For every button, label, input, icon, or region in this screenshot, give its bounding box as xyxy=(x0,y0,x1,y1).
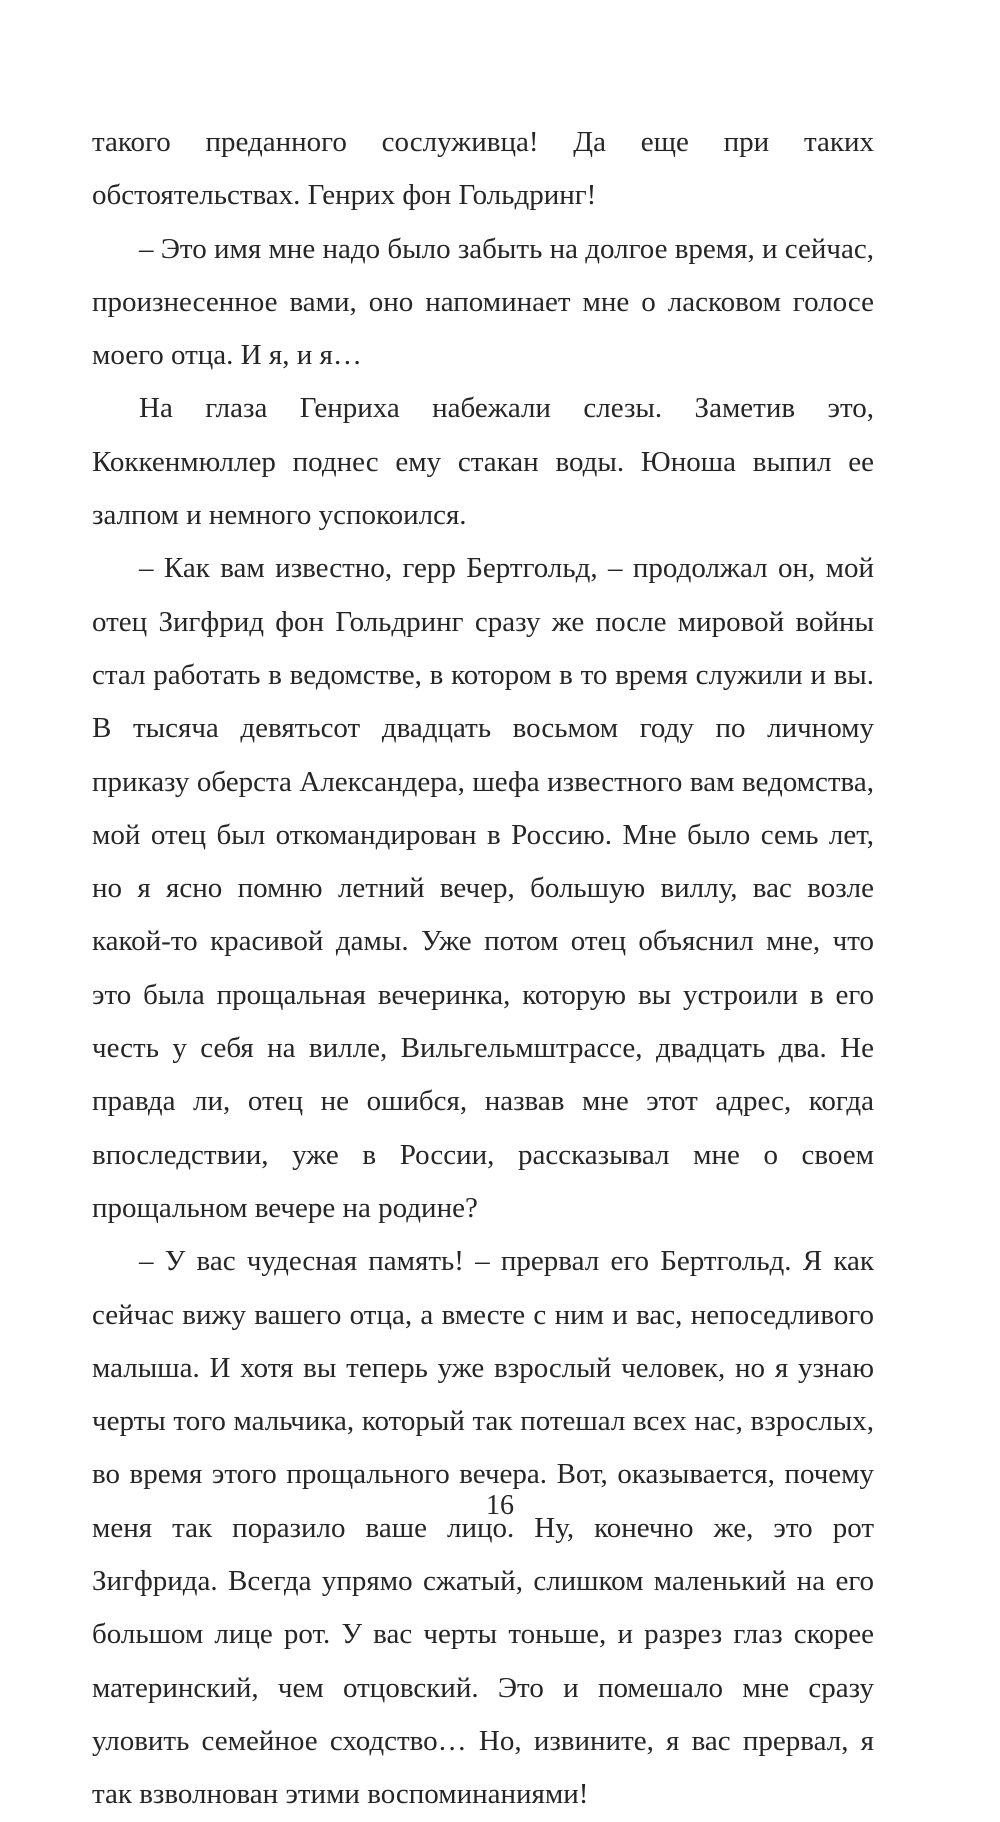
paragraph-dialogue: – Это имя мне надо было забыть на долгое время, и сейчас, произнесенное вами, оно напоминает мне о ласковом голосе моего отца. И я, и я… xyxy=(92,232,874,372)
paragraph-dialogue: – У вас чудесная память! – прервал его Бертгольд. Я как сейчас вижу вашего отца, а вместе с ним и вас, непоседливого малыша. И хотя вы теперь уже взрослый человек, но я узнаю черты того мальчика, который так потешал всех нас, взрослых, во время этого прощального вечера. Вот, оказывается, почему меня так поразило ваше лицо. Ну, конечно же, это рот Зигфрида. Всегда упрямо сжатый, слишком маленький на его большом лице рот. У вас черты тоньше, и разрез глаз скорее материнский, чем отцовский. Это и помешало мне сразу уловить семейное сходство… Но, извините, я вас прервал, я так взволнован этими воспоминаниями! xyxy=(92,1245,874,1811)
page-number: 16 xyxy=(486,1490,514,1521)
paragraph-continuation: такого преданного сослуживца! Да еще при таких обстоятельствах. Генрих фон Гольдринг! xyxy=(92,126,874,212)
paragraph-dialogue: – Как вам известно, герр Бертгольд, – продолжал он, мой отец Зигфрид фон Гольдринг сразу же после мировой войны стал работать в ведомстве, в котором в то время служили и вы. В тысяча девятьсот двадцать восьмом году по личному приказу оберста Александера, шефа известного вам ведомства, мой отец был откомандирован в Россию. Мне было семь лет, но я ясно помню летний вечер, большую виллу, вас возле какой-то красивой дамы. Уже потом отец объяснил мне, что это была прощальная вечеринка, которую вы устроили в его честь у себя на вилле, Вильгельмштрассе, двадцать два. Не правда ли, отец не ошибся, назвав мне этот адрес, когда впоследствии, уже в России, рассказывал мне о своем прощальном вечере на родине? xyxy=(92,552,874,1224)
paragraph-narration: На глаза Генриха набежали слезы. Заметив это, Коккенмюллер поднес ему стакан воды. Юноша выпил ее залпом и немного успокоился. xyxy=(92,392,874,532)
page-body xyxy=(92,116,874,1822)
